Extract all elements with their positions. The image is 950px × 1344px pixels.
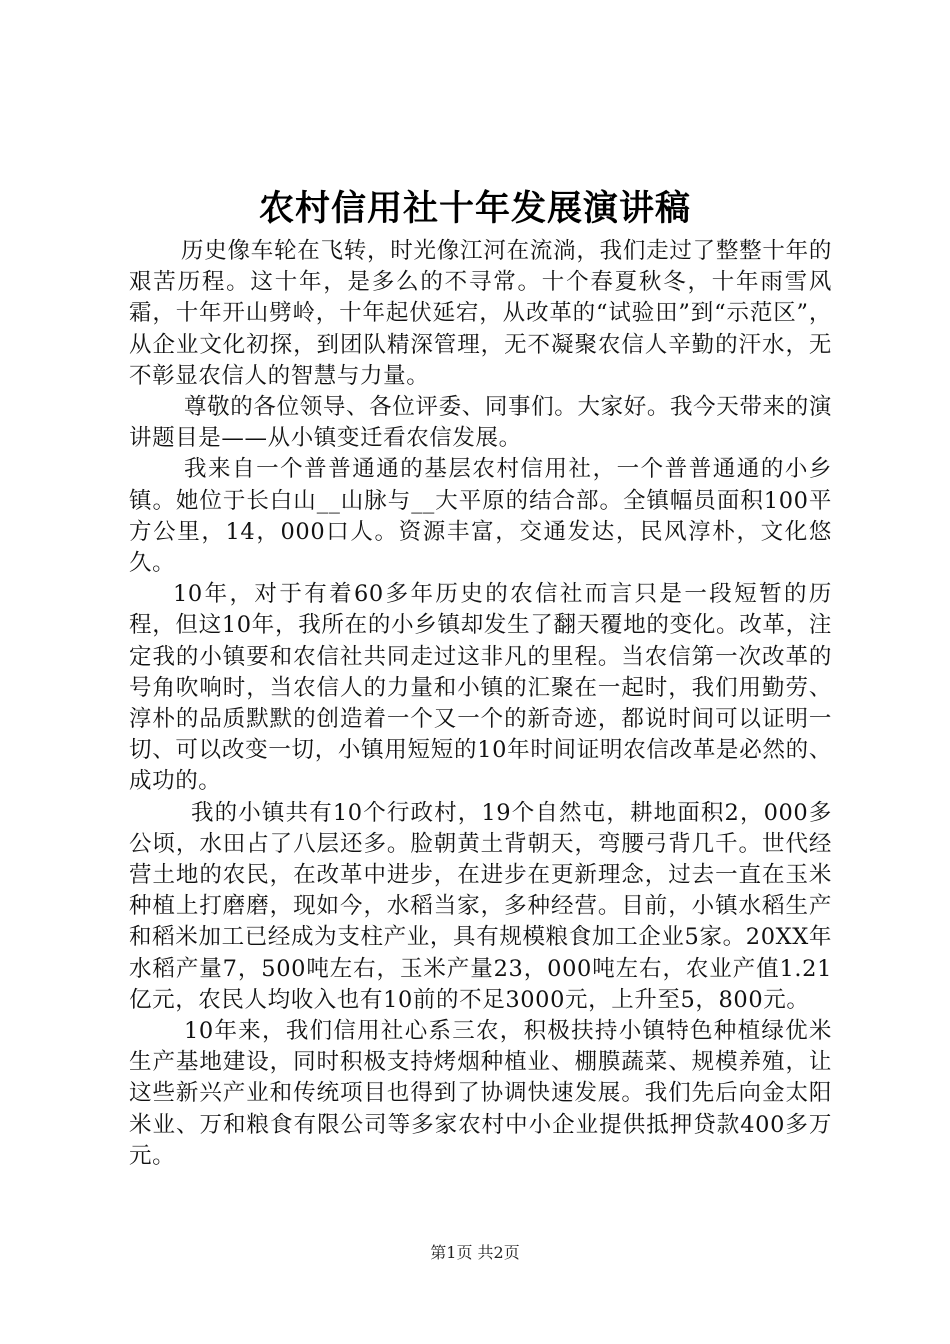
document-body bbox=[129, 236, 832, 1172]
page-footer: 第1页 共2页 bbox=[430, 1243, 520, 1262]
paragraph: 我的小镇共有10个行政村，19个自然屯，耕地面积2，000多公顷，水田占了八层还多。脸朝黄土背朝天，弯腰弓背几千。世代经营土地的农民，在改革中进步，在进步在更新理念，过去一直在玉米种植上打磨磨，现如今，水稻当家，多种经营。目前，小镇水稻生产和稻米加工已经成为支柱产业，具有规模粮食加工企业5家。20XX年水稻产量7，500吨左右，玉米产量23，000吨左右，农业产值1.21亿元，农民人均收入也有10前的不足3000元，上升至5，800元。 bbox=[129, 799, 832, 1013]
paragraph: 我来自一个普普通通的基层农村信用社，一个普普通通的小乡镇。她位于长白山__山脉与__大平原的结合部。全镇幅员面积100平方公里，14，000口人。资源丰富，交通发达，民风淳朴，文化悠久。 bbox=[129, 456, 832, 577]
document-title: 农村信用社十年发展演讲稿 bbox=[258, 188, 691, 229]
paragraph: 历史像车轮在飞转，时光像江河在流淌，我们走过了整整十年的艰苦历程。这十年，是多么的不寻常。十个春夏秋冬，十年雨雪风霜，十年开山劈岭，十年起伏延宕，从改革的“试验田”到“示范区”，从企业文化初探，到团队精深管理，无不凝聚农信人辛勤的汗水，无不彰显农信人的智慧与力量。 bbox=[129, 238, 832, 389]
paragraph: 尊敬的各位领导、各位评委、同事们。大家好。我今天带来的演讲题目是——从小镇变迁看农信发展。 bbox=[129, 394, 832, 452]
paragraph: 10年，对于有着60多年历史的农信社而言只是一段短暂的历程，但这10年，我所在的小乡镇却发生了翻天覆地的变化。改革，注定我的小镇要和农信社共同走过这非凡的里程。当农信第一次改革的号角吹响时，当农信人的力量和小镇的汇聚在一起时，我们用勤劳、淳朴的品质默默的创造着一个又一个的新奇迹，都说时间可以证明一切、可以改变一切，小镇用短短的10年时间证明农信改革是必然的、成功的。 bbox=[129, 581, 832, 795]
paragraph: 10年来，我们信用社心系三农，积极扶持小镇特色种植绿优米生产基地建设，同时积极支持烤烟种植业、棚膜蔬菜、规模养殖，让这些新兴产业和传统项目也得到了协调快速发展。我们先后向金太阳米业、万和粮食有限公司等多家农村中小企业提供抵押贷款400多万元。 bbox=[129, 1018, 832, 1169]
